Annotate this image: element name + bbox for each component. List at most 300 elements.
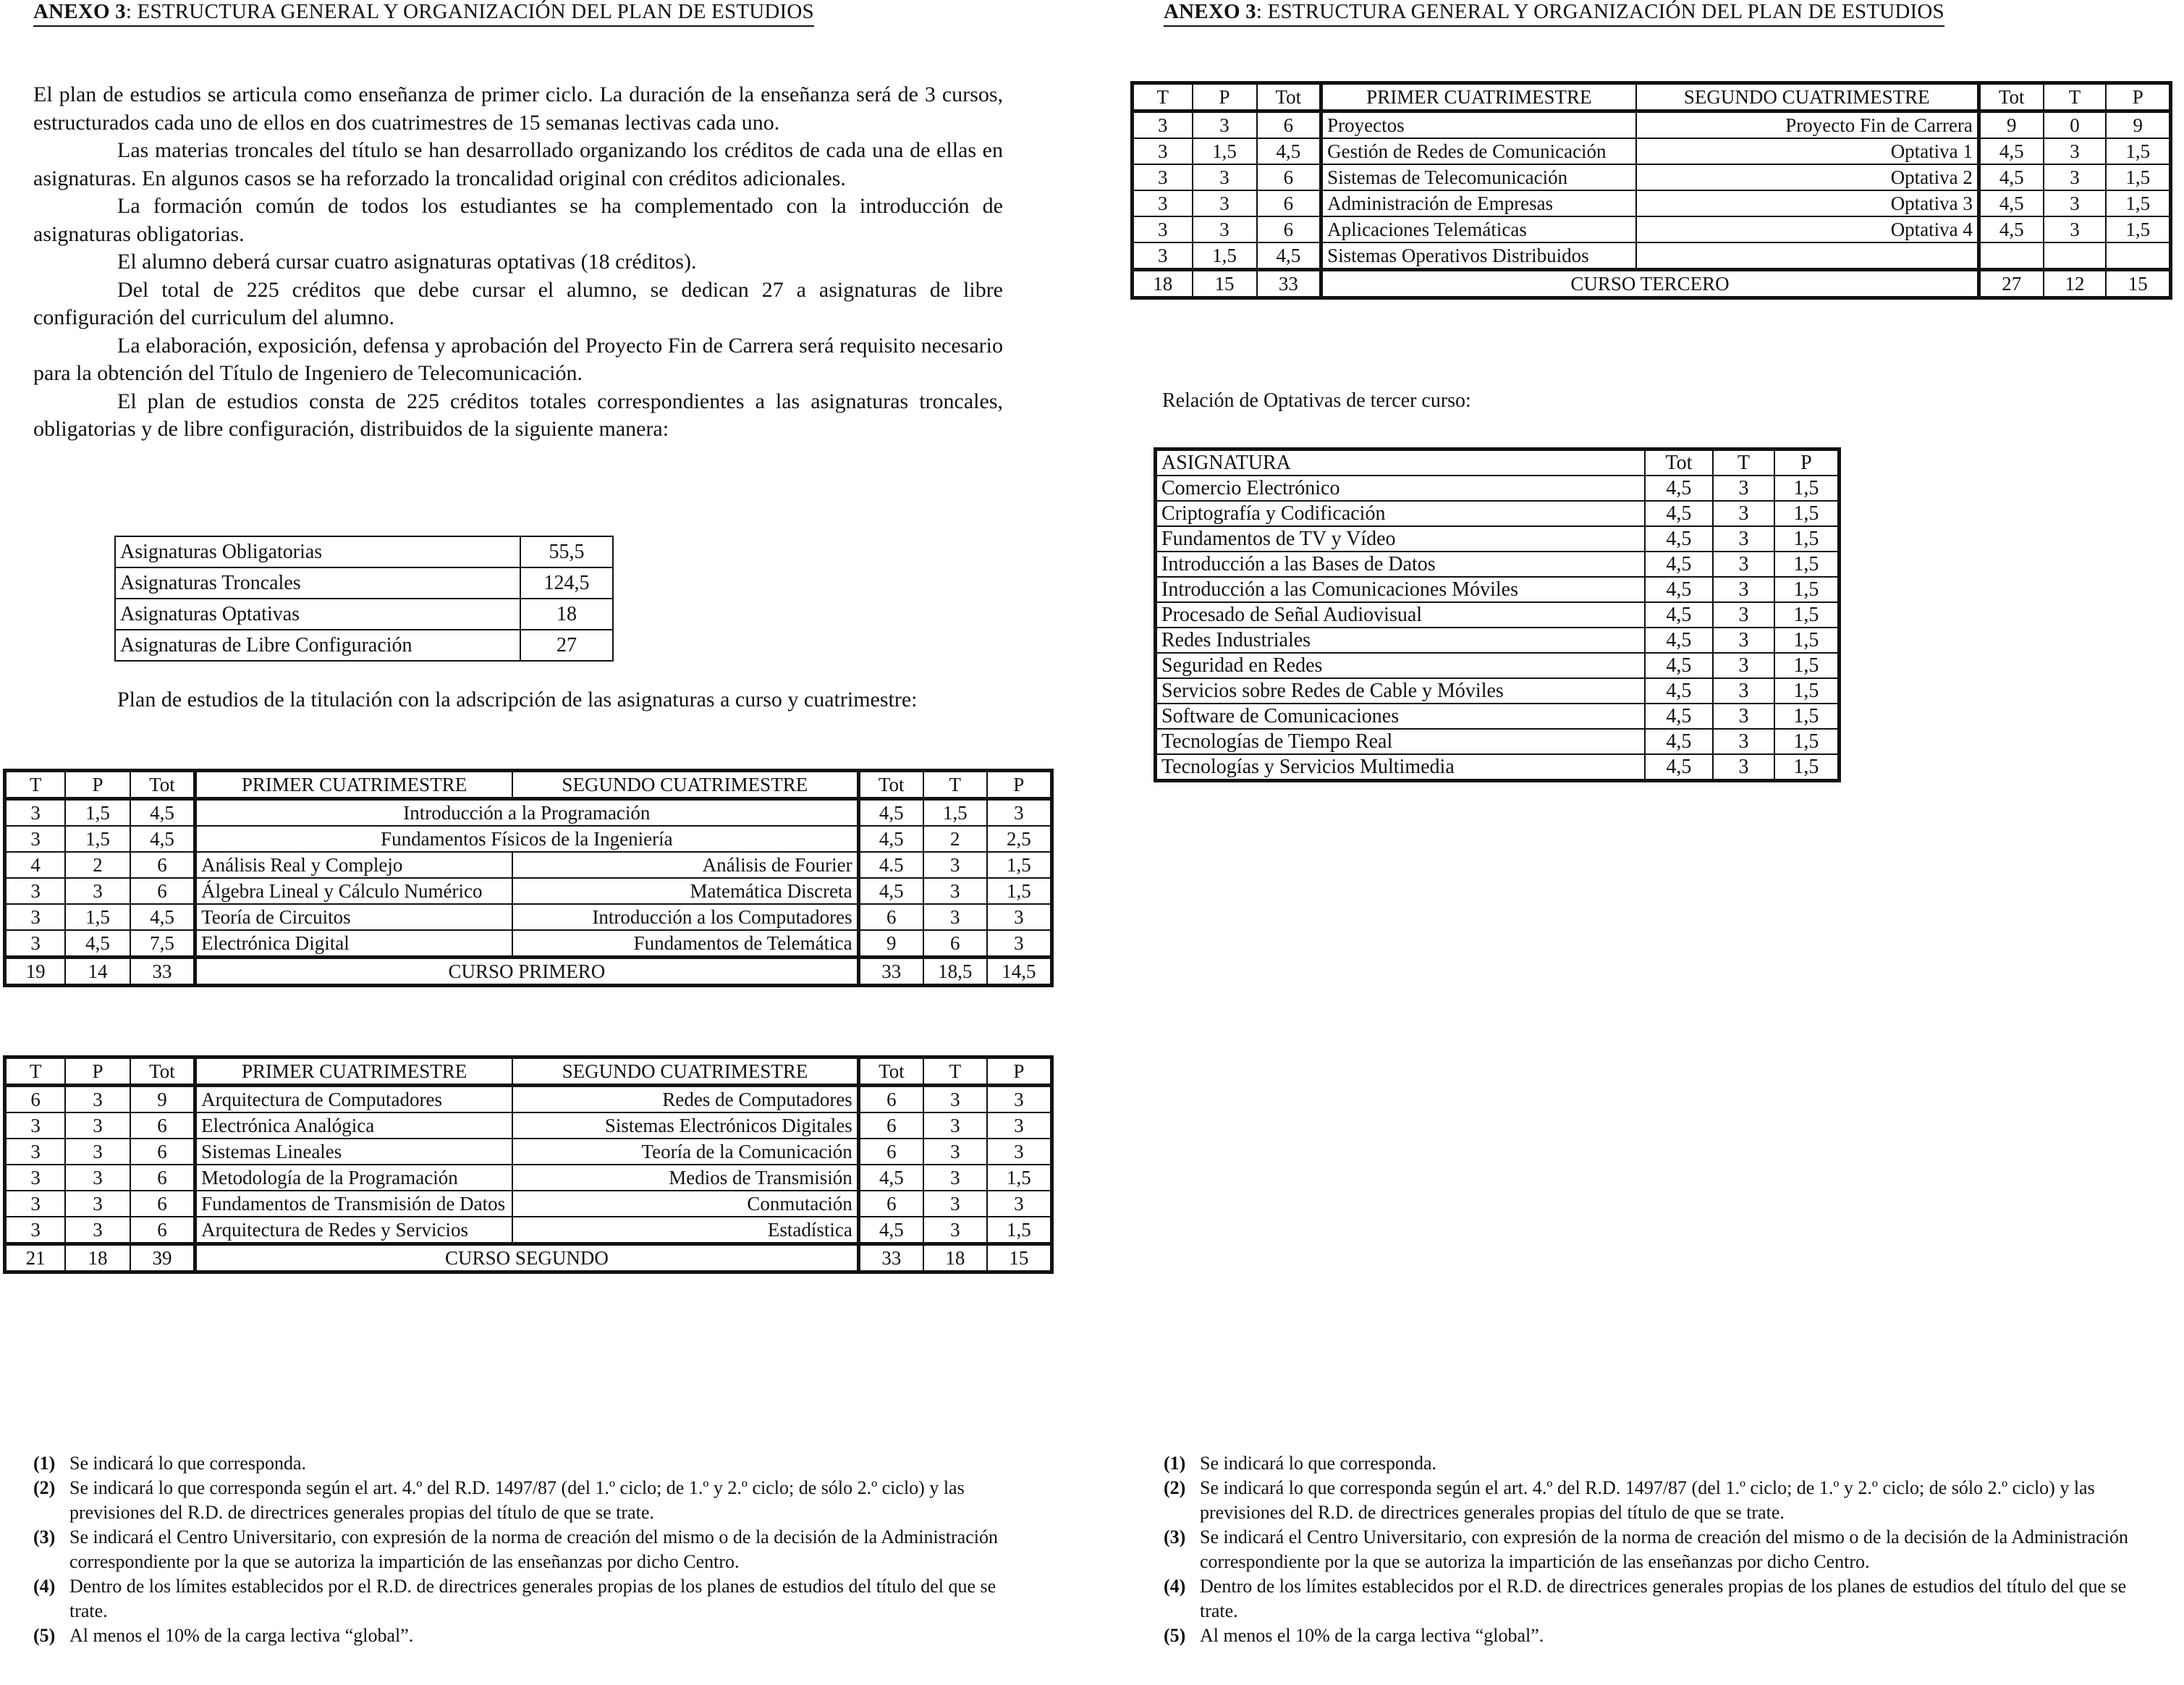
- table-row: [1156, 577, 1840, 602]
- cell: 3: [5, 1139, 66, 1165]
- subject-second: [1636, 242, 1979, 270]
- cell: 1,5: [1193, 242, 1257, 270]
- cell: 3: [1193, 190, 1257, 216]
- optativa-name: Software de Comunicaciones: [1156, 704, 1645, 729]
- summary-value: 18: [520, 599, 613, 630]
- cell: 3: [987, 1191, 1052, 1217]
- table-row: [5, 878, 1052, 904]
- intro-text: [33, 81, 1003, 444]
- subject-second: Optativa 1: [1636, 138, 1979, 164]
- cell: 3: [923, 1112, 987, 1139]
- table-total-row: [5, 958, 1052, 986]
- cell: 4.5: [858, 852, 923, 878]
- cell: 6: [1257, 216, 1321, 242]
- col-header-t: T: [5, 1057, 66, 1086]
- col-header-p: P: [987, 771, 1052, 799]
- cell: 3: [5, 826, 66, 852]
- curso-primero-table: [3, 769, 1054, 987]
- cell: 3: [5, 1165, 66, 1191]
- subject-first: Gestión de Redes de Comunicación: [1321, 138, 1636, 164]
- subject-first: Metodología de la Programación: [195, 1165, 513, 1191]
- col-header-t: T: [2044, 83, 2107, 111]
- cell: 6: [130, 1165, 195, 1191]
- intro-paragraph: El plan de estudios consta de 225 créditos totales correspondientes a las asignaturas troncales, obligatorias y de libre configuración, distribuidos de la siguiente manera:: [33, 389, 1003, 441]
- cell: 4,5: [1645, 729, 1714, 754]
- optativa-name: Introducción a las Comunicaciones Móviles: [1156, 577, 1645, 602]
- cell: 1,5: [987, 1165, 1052, 1191]
- cell: 12: [2044, 270, 2107, 298]
- table-row: [1156, 501, 1840, 526]
- cell: 4,5: [1645, 754, 1714, 781]
- subject-first: Sistemas de Telecomunicación: [1321, 164, 1636, 190]
- cell: [1978, 242, 2043, 270]
- optativas-caption: Relación de Optativas de tercer curso:: [1162, 389, 1471, 412]
- table-row: [1156, 678, 1840, 704]
- subject-second: Matemática Discreta: [512, 878, 858, 904]
- cell: 3: [923, 852, 987, 878]
- col-header-second: SEGUNDO CUATRIMESTRE: [1636, 83, 1979, 111]
- table-row: [5, 1217, 1052, 1244]
- subject-second: Análisis de Fourier: [512, 852, 858, 878]
- cell: 6: [130, 852, 195, 878]
- footnote: (2) Se indicará lo que corresponda según el art. 4.º del R.D. 1497/87 (del 1.º ciclo; de 1.º y 2.º ciclo; de sólo 2.º ciclo) y las previsiones del R.D. de directrices generales propias del título de que se trate.: [1164, 1477, 2095, 1523]
- subject-second: Optativa 3: [1636, 190, 1979, 216]
- table-row: [115, 536, 613, 567]
- cell: 4,5: [1645, 552, 1714, 577]
- col-header-p: P: [65, 771, 130, 799]
- table-row: [1156, 729, 1840, 754]
- cell: 3: [5, 1217, 66, 1244]
- cell: 39: [130, 1244, 195, 1272]
- col-header-tot: Tot: [130, 1057, 195, 1086]
- cell: 2: [65, 852, 130, 878]
- cell: 15: [2106, 270, 2170, 298]
- summary-value: 124,5: [520, 567, 613, 599]
- cell: 6: [130, 1217, 195, 1244]
- cell: 6: [1257, 111, 1321, 139]
- table-row: [5, 799, 1052, 827]
- footnote: (2) Se indicará lo que corresponda según el art. 4.º del R.D. 1497/87 (del 1.º ciclo; de 1.º y 2.º ciclo; de sólo 2.º ciclo) y las previsiones del R.D. de directrices generales propias del título de que se trate.: [33, 1477, 965, 1523]
- summary-label: Asignaturas Obligatorias: [115, 536, 520, 567]
- cell: 33: [1257, 270, 1321, 298]
- subject-first: Fundamentos de Transmisión de Datos: [195, 1191, 513, 1217]
- col-header-p: P: [987, 1057, 1052, 1086]
- col-header-first: PRIMER CUATRIMESTRE: [1321, 83, 1636, 111]
- cell: 6: [130, 878, 195, 904]
- footnotes-right: [1164, 1451, 2148, 1648]
- col-header-second: SEGUNDO CUATRIMESTRE: [512, 1057, 858, 1086]
- cell: 3: [923, 904, 987, 930]
- cell: 9: [1978, 111, 2043, 139]
- cell: 3: [65, 1217, 130, 1244]
- cell: 7,5: [130, 930, 195, 958]
- cell: 4,5: [1978, 190, 2043, 216]
- cell: 1,5: [1774, 678, 1840, 704]
- table-row: [1156, 552, 1840, 577]
- cell: 1,5: [1774, 628, 1840, 653]
- footnote: (5) Al menos el 10% de la carga lectiva “global”.: [33, 1625, 414, 1646]
- table-row: [5, 1112, 1052, 1139]
- col-header-tot: Tot: [1645, 449, 1714, 476]
- table-row: [1156, 602, 1840, 628]
- cell: 3: [2044, 164, 2107, 190]
- cell: 4,5: [130, 799, 195, 827]
- cell: 3: [65, 1112, 130, 1139]
- cell: 3: [1713, 501, 1774, 526]
- cell: 3: [923, 878, 987, 904]
- cell: 3: [987, 1086, 1052, 1113]
- subject-second: Fundamentos de Telemática: [512, 930, 858, 958]
- cell: 2,5: [987, 826, 1052, 852]
- footnote: (3) Se indicará el Centro Universitario, con expresión de la norma de creación del mismo o de la decisión de la Administración correspondiente por la que se autoriza la impartición de las enseñanzas por dicho Centro.: [33, 1526, 998, 1572]
- summary-value: 27: [520, 630, 613, 661]
- cell: 1,5: [2106, 190, 2170, 216]
- table-row: [1133, 138, 2171, 164]
- cell: 3: [65, 1165, 130, 1191]
- intro-paragraph: La formación común de todos los estudiantes se ha complementado con la introducción de asignaturas obligatorias.: [33, 194, 1003, 246]
- course-total-label: CURSO PRIMERO: [195, 958, 859, 986]
- cell: 1,5: [2106, 164, 2170, 190]
- subject-second: Conmutación: [512, 1191, 858, 1217]
- cell: 15: [987, 1244, 1052, 1272]
- col-header-tot: Tot: [858, 1057, 923, 1086]
- cell: 15: [1193, 270, 1257, 298]
- cell: 9: [858, 930, 923, 958]
- cell: 3: [987, 1139, 1052, 1165]
- subject-first: Teoría de Circuitos: [195, 904, 512, 930]
- intro-paragraph: La elaboración, exposición, defensa y aprobación del Proyecto Fin de Carrera será requisito necesario para la obtención del Título de Ingeniero de Telecomunicación.: [33, 333, 1003, 385]
- col-header-p: P: [65, 1057, 130, 1086]
- cell: 3: [1133, 164, 1193, 190]
- cell: 4,5: [1645, 476, 1714, 501]
- footnotes-left: [33, 1451, 1017, 1648]
- cell: 4,5: [858, 1217, 923, 1244]
- cell: 1,5: [65, 799, 130, 827]
- cell: 4,5: [1257, 242, 1321, 270]
- cell: 14: [65, 958, 130, 986]
- cell: 3: [5, 878, 66, 904]
- summary-value: 55,5: [520, 536, 613, 567]
- curso-tercero-table: [1130, 81, 2172, 300]
- table-row: [1156, 526, 1840, 552]
- footnote: (4) Dentro de los límites establecidos por el R.D. de directrices generales propias de los planes de estudios del título del que se trate.: [1164, 1576, 2127, 1621]
- cell: 3: [65, 878, 130, 904]
- col-header-t: T: [1713, 449, 1774, 476]
- cell: 4,5: [1645, 628, 1714, 653]
- subject-first: Electrónica Digital: [195, 930, 512, 958]
- col-header-tot: Tot: [858, 771, 923, 799]
- cell: 3: [1713, 754, 1774, 781]
- cell: 4,5: [1645, 704, 1714, 729]
- cell: 3: [1193, 111, 1257, 139]
- col-header-first: PRIMER CUATRIMESTRE: [195, 771, 512, 799]
- cell: [2106, 242, 2170, 270]
- optativa-name: Tecnologías y Servicios Multimedia: [1156, 754, 1645, 781]
- optativa-name: Procesado de Señal Audiovisual: [1156, 602, 1645, 628]
- cell: 1,5: [1774, 552, 1840, 577]
- cell: 3: [987, 1112, 1052, 1139]
- annex-heading: ANEXO 3: ESTRUCTURA GENERAL Y ORGANIZACIÓN DEL PLAN DE ESTUDIOS: [33, 0, 814, 27]
- cell: 6: [858, 904, 923, 930]
- optativas-table: [1154, 447, 1841, 782]
- table-row: [5, 1191, 1052, 1217]
- cell: 6: [130, 1139, 195, 1165]
- cell: 3: [987, 904, 1052, 930]
- cell: 1,5: [2106, 138, 2170, 164]
- subject-second: Teoría de la Comunicación: [512, 1139, 858, 1165]
- intro-paragraph: El plan de estudios se articula como enseñanza de primer ciclo. La duración de la enseñanza será de 3 cursos, estructurados cada uno de ellos en dos cuatrimestres de 15 semanas lectivas cada uno.: [33, 83, 1003, 135]
- cell: 4,5: [1645, 501, 1714, 526]
- annex-heading: ANEXO 3: ESTRUCTURA GENERAL Y ORGANIZACIÓN DEL PLAN DE ESTUDIOS: [1164, 0, 1944, 27]
- cell: 3: [987, 799, 1052, 827]
- subject-first: Proyectos: [1321, 111, 1636, 139]
- cell: 6: [1257, 164, 1321, 190]
- cell: 1,5: [1774, 577, 1840, 602]
- table-row: [1156, 754, 1840, 781]
- cell: 33: [130, 958, 195, 986]
- summary-label: Asignaturas Optativas: [115, 599, 520, 630]
- cell: 3: [923, 1165, 987, 1191]
- intro-paragraph: Las materias troncales del título se han desarrollado organizando los créditos de cada una de ellas en asignaturas. En algunos casos se ha reforzado la troncalidad original con créditos adicionales.: [33, 138, 1003, 190]
- col-header-first: PRIMER CUATRIMESTRE: [195, 1057, 513, 1086]
- cell: 3: [1193, 164, 1257, 190]
- col-header-t: T: [5, 771, 66, 799]
- table-row: [1133, 190, 2171, 216]
- optativa-name: Seguridad en Redes: [1156, 653, 1645, 678]
- cell: 0: [2044, 111, 2107, 139]
- subject-annual: Introducción a la Programación: [195, 799, 859, 827]
- cell: 3: [2044, 190, 2107, 216]
- cell: 3: [1713, 602, 1774, 628]
- footnote: (4) Dentro de los límites establecidos por el R.D. de directrices generales propias de los planes de estudios del título del que se trate.: [33, 1576, 996, 1621]
- cell: 1,5: [1774, 754, 1840, 781]
- col-header-name: ASIGNATURA: [1156, 449, 1645, 476]
- col-header-t: T: [1133, 83, 1193, 111]
- subject-first: Administración de Empresas: [1321, 190, 1636, 216]
- plan-caption: Plan de estudios de la titulación con la adscripción de las asignaturas a curso y cuatrimestre:: [117, 688, 918, 711]
- cell: 1,5: [65, 826, 130, 852]
- cell: 3: [1713, 476, 1774, 501]
- cell: 3: [1713, 653, 1774, 678]
- cell: 3: [923, 1191, 987, 1217]
- table-row: [1133, 216, 2171, 242]
- cell: 14,5: [987, 958, 1052, 986]
- cell: 1,5: [65, 904, 130, 930]
- intro-paragraph: Del total de 225 créditos que debe cursar el alumno, se dedican 27 a asignaturas de libre configuración del curriculum del alumno.: [33, 277, 1003, 329]
- table-row: [5, 852, 1052, 878]
- optativa-name: Fundamentos de TV y Vídeo: [1156, 526, 1645, 552]
- cell: 6: [1257, 190, 1321, 216]
- subject-first: Arquitectura de Redes y Servicios: [195, 1217, 513, 1244]
- table-header-row: [5, 1057, 1052, 1086]
- col-header-p: P: [1193, 83, 1257, 111]
- optativa-name: Tecnologías de Tiempo Real: [1156, 729, 1645, 754]
- cell: 18: [923, 1244, 987, 1272]
- subject-first: Arquitectura de Computadores: [195, 1086, 513, 1113]
- cell: 1,5: [1774, 653, 1840, 678]
- cell: 4,5: [1978, 164, 2043, 190]
- table-row: [5, 1165, 1052, 1191]
- cell: 3: [5, 1191, 66, 1217]
- footnote: (3) Se indicará el Centro Universitario, con expresión de la norma de creación del mismo o de la decisión de la Administración correspondiente por la que se autoriza la impartición de las enseñanzas por dicho Centro.: [1164, 1526, 2128, 1572]
- cell: 1,5: [1774, 501, 1840, 526]
- table-row: [1156, 704, 1840, 729]
- cell: 4,5: [858, 1165, 923, 1191]
- table-header-row: [5, 771, 1052, 799]
- col-header-p: P: [2106, 83, 2170, 111]
- cell: 4,5: [1645, 653, 1714, 678]
- cell: 3: [1133, 111, 1193, 139]
- cell: 4,5: [1645, 602, 1714, 628]
- subject-first: Sistemas Lineales: [195, 1139, 513, 1165]
- cell: 18: [65, 1244, 130, 1272]
- cell: 3: [1713, 628, 1774, 653]
- cell: 6: [858, 1139, 923, 1165]
- table-row: [1133, 242, 2171, 270]
- cell: 27: [1978, 270, 2043, 298]
- cell: 3: [1713, 704, 1774, 729]
- credit-summary-table: [114, 536, 614, 662]
- cell: 4,5: [858, 826, 923, 852]
- cell: 6: [858, 1112, 923, 1139]
- col-header-tot: Tot: [1978, 83, 2043, 111]
- cell: 1,5: [987, 878, 1052, 904]
- cell: 4,5: [1645, 526, 1714, 552]
- course-total-label: CURSO SEGUNDO: [195, 1244, 859, 1272]
- cell: 3: [1133, 190, 1193, 216]
- cell: 3: [1133, 242, 1193, 270]
- cell: 19: [5, 958, 66, 986]
- cell: 3: [65, 1139, 130, 1165]
- col-header-tot: Tot: [1257, 83, 1321, 111]
- cell: 18: [1133, 270, 1193, 298]
- optativa-name: Introducción a las Bases de Datos: [1156, 552, 1645, 577]
- cell: 1,5: [1193, 138, 1257, 164]
- subject-second: Optativa 4: [1636, 216, 1979, 242]
- subject-annual: Fundamentos Físicos de la Ingeniería: [195, 826, 859, 852]
- cell: 3: [1713, 729, 1774, 754]
- table-total-row: [1133, 270, 2171, 298]
- table-row: [5, 826, 1052, 852]
- subject-first: Aplicaciones Telemáticas: [1321, 216, 1636, 242]
- cell: 3: [1133, 138, 1193, 164]
- cell: 1,5: [987, 1217, 1052, 1244]
- cell: 9: [130, 1086, 195, 1113]
- cell: 3: [1713, 526, 1774, 552]
- table-row: [115, 630, 613, 661]
- cell: 6: [5, 1086, 66, 1113]
- table-header-row: [1133, 83, 2171, 111]
- cell: 18,5: [923, 958, 987, 986]
- subject-second: Estadística: [512, 1217, 858, 1244]
- cell: 3: [987, 930, 1052, 958]
- cell: 1,5: [1774, 602, 1840, 628]
- cell: 4: [5, 852, 66, 878]
- cell: 3: [2044, 138, 2107, 164]
- subject-first: Álgebra Lineal y Cálculo Numérico: [195, 878, 512, 904]
- optativas-body: [1156, 476, 1840, 781]
- subject-second: Proyecto Fin de Carrera: [1636, 111, 1979, 139]
- col-header-t: T: [923, 1057, 987, 1086]
- optativa-name: Servicios sobre Redes de Cable y Móviles: [1156, 678, 1645, 704]
- summary-label: Asignaturas de Libre Configuración: [115, 630, 520, 661]
- cell: 21: [5, 1244, 66, 1272]
- subject-second: Sistemas Electrónicos Digitales: [512, 1112, 858, 1139]
- footnote: (1) Se indicará lo que corresponda.: [1164, 1453, 1437, 1474]
- cell: 3: [5, 1112, 66, 1139]
- cell: 3: [2044, 216, 2107, 242]
- cell: 4,5: [130, 826, 195, 852]
- cell: 3: [65, 1191, 130, 1217]
- cell: 4,5: [65, 930, 130, 958]
- table-row: [5, 904, 1052, 930]
- subject-second: Medios de Transmisión: [512, 1165, 858, 1191]
- optativa-name: Redes Industriales: [1156, 628, 1645, 653]
- cell: 3: [1713, 577, 1774, 602]
- cell: 1,5: [987, 852, 1052, 878]
- table-header-row: [1156, 449, 1840, 476]
- cell: 3: [5, 930, 66, 958]
- course-total-label: CURSO TERCERO: [1321, 270, 1979, 298]
- cell: 3: [5, 904, 66, 930]
- cell: 2: [923, 826, 987, 852]
- col-header-tot: Tot: [130, 771, 195, 799]
- table-row: [1133, 164, 2171, 190]
- table-total-row: [5, 1244, 1052, 1272]
- subject-second: Introducción a los Computadores: [512, 904, 858, 930]
- table-row: [5, 1086, 1052, 1113]
- cell: 1,5: [1774, 476, 1840, 501]
- cell: 4,5: [1645, 577, 1714, 602]
- table-row: [5, 1139, 1052, 1165]
- cell: 3: [923, 1139, 987, 1165]
- subject-second: Redes de Computadores: [512, 1086, 858, 1113]
- cell: 3: [1133, 216, 1193, 242]
- cell: 3: [1193, 216, 1257, 242]
- cell: 4,5: [1978, 138, 2043, 164]
- footnote: (1) Se indicará lo que corresponda.: [33, 1453, 307, 1474]
- cell: 3: [5, 799, 66, 827]
- cell: [2044, 242, 2107, 270]
- cell: 3: [923, 1086, 987, 1113]
- table-row: [115, 567, 613, 599]
- optativa-name: Criptografía y Codificación: [1156, 501, 1645, 526]
- cell: 4,5: [1257, 138, 1321, 164]
- table-row: [1156, 653, 1840, 678]
- table-row: [1133, 111, 2171, 139]
- cell: 9: [2106, 111, 2170, 139]
- cell: 4,5: [858, 878, 923, 904]
- cell: 3: [923, 1217, 987, 1244]
- cell: 4,5: [1978, 216, 2043, 242]
- subject-first: Sistemas Operativos Distribuidos: [1321, 242, 1636, 270]
- cell: 1,5: [1774, 526, 1840, 552]
- cell: 33: [858, 1244, 923, 1272]
- table-row: [1156, 476, 1840, 501]
- table-row: [5, 930, 1052, 958]
- cell: 4,5: [1645, 678, 1714, 704]
- footnote: (5) Al menos el 10% de la carga lectiva “global”.: [1164, 1625, 1544, 1646]
- cell: 3: [65, 1086, 130, 1113]
- cell: 6: [130, 1112, 195, 1139]
- optativa-name: Comercio Electrónico: [1156, 476, 1645, 501]
- subject-first: Análisis Real y Complejo: [195, 852, 512, 878]
- table-row: [115, 599, 613, 630]
- subject-first: Electrónica Analógica: [195, 1112, 513, 1139]
- cell: 1,5: [923, 799, 987, 827]
- cell: 1,5: [2106, 216, 2170, 242]
- subject-second: Optativa 2: [1636, 164, 1979, 190]
